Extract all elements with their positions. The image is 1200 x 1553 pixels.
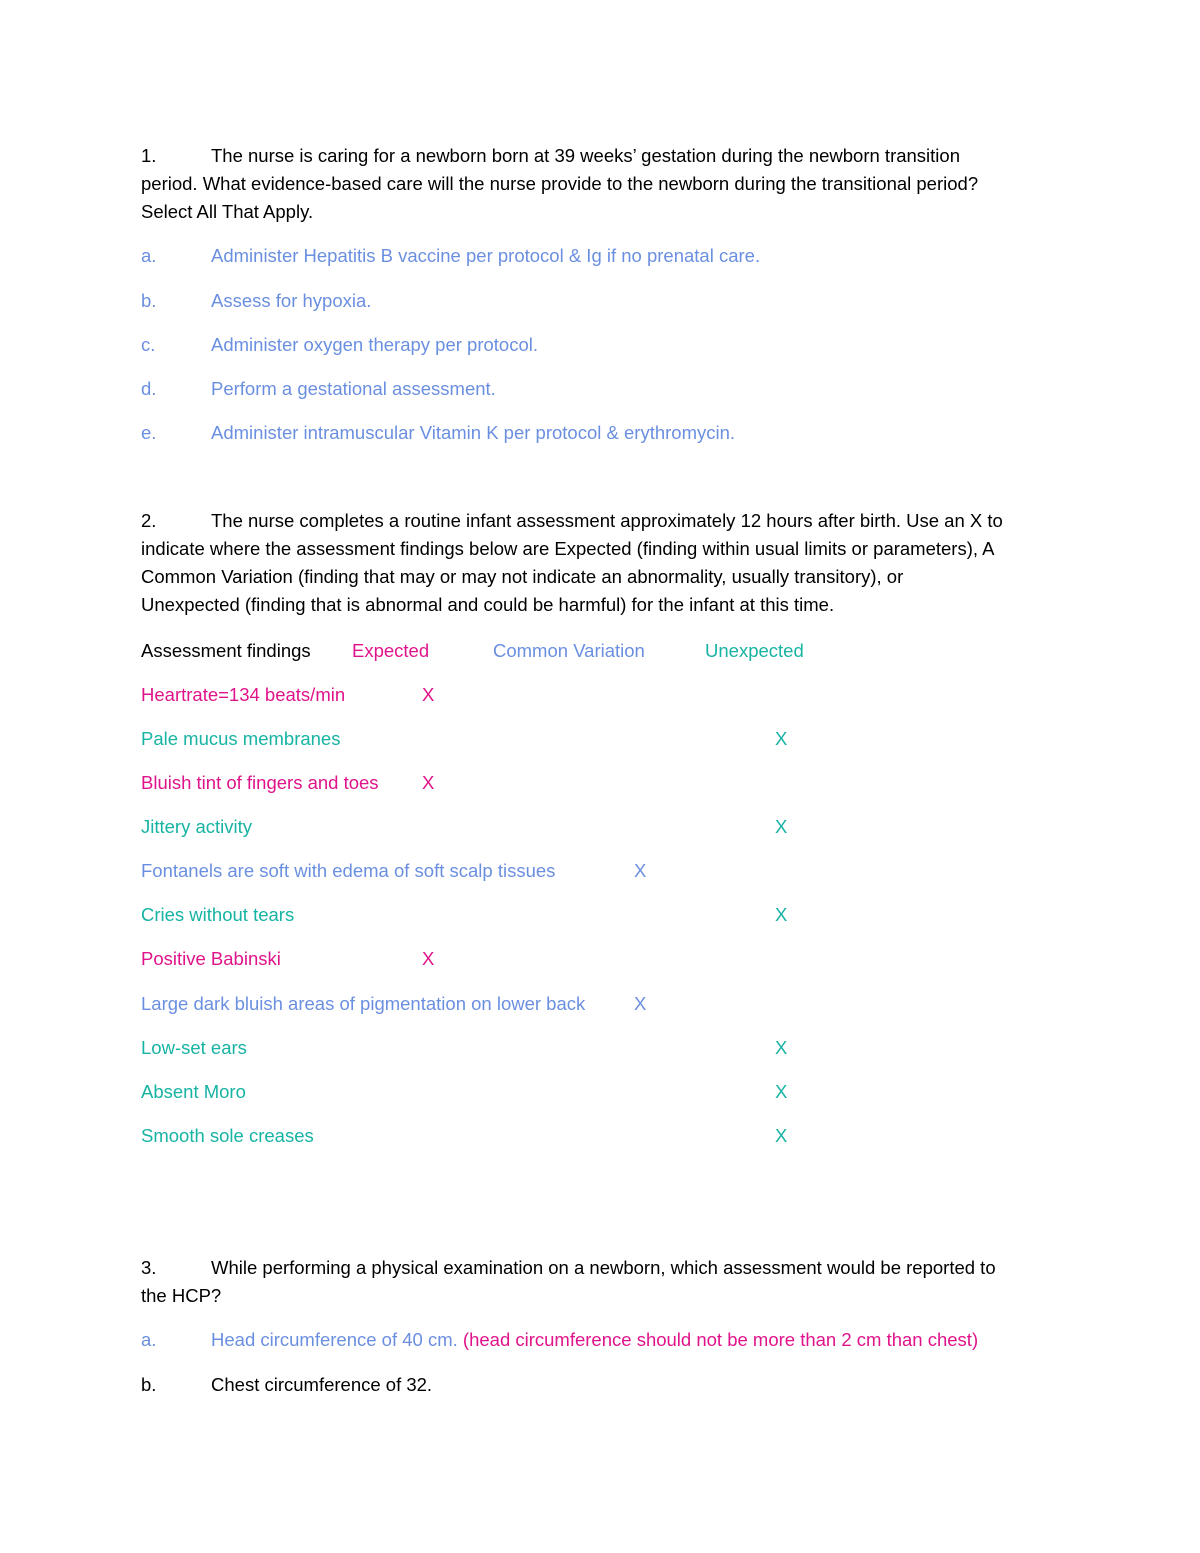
table-row-mark-unexpected: X [775,1081,788,1102]
table-row-finding: Absent Moro [141,1081,246,1102]
q1-text-line3: Select All That Apply. [141,201,314,222]
table-row-mark-expected: X [422,948,435,969]
q1-option-b-letter: b. [141,290,157,311]
q3-option-b-letter: b. [141,1374,157,1395]
table-header-common-variation: Common Variation [493,640,645,661]
table-row-mark-unexpected: X [775,816,788,837]
table-header-findings: Assessment findings [141,640,311,661]
q3-text-line1: While performing a physical examination on a newborn, which assessment would be reported to [211,1257,996,1278]
q3-option-a-note: (head circumference should not be more than 2 cm than chest) [462,1329,979,1350]
q3-number: 3. [141,1257,157,1278]
q1-option-c-letter: c. [141,334,156,355]
q3-option-a-letter: a. [141,1329,157,1350]
table-row-mark-common: X [634,860,647,881]
q1-number: 1. [141,145,157,166]
table-row-mark-expected: X [422,684,435,705]
table-row-finding: Pale mucus membranes [141,728,341,749]
table-row-finding: Fontanels are soft with edema of soft scalp tissues [141,860,556,881]
q2-text-line3: Common Variation (finding that may or may not indicate an abnormality, usually transitory), or [141,566,904,587]
q1-option-a-text: Administer Hepatitis B vaccine per protocol & Ig if no prenatal care. [211,245,761,266]
table-row-mark-expected: X [422,772,435,793]
q3-option-b-text: Chest circumference of 32. [211,1374,433,1395]
q1-option-d-text: Perform a gestational assessment. [211,378,496,399]
table-row-mark-unexpected: X [775,904,788,925]
q1-text-line2: period. What evidence-based care will the nurse provide to the newborn during the transitional period? [141,173,979,194]
table-row-mark-unexpected: X [775,1125,788,1146]
table-row-finding: Large dark bluish areas of pigmentation on lower back [141,993,586,1014]
q2-text-line2: indicate where the assessment findings below are Expected (finding within usual limits or parameters), A [141,538,995,559]
q3-option-a-content [211,1326,978,1354]
table-row-mark-unexpected: X [775,1037,788,1058]
table-row-finding: Cries without tears [141,904,295,925]
table-row-mark-common: X [634,993,647,1014]
table-row-finding: Heartrate=134 beats/min [141,684,346,705]
q1-option-d-letter: d. [141,378,157,399]
table-row-finding: Positive Babinski [141,948,281,969]
q1-option-c-text: Administer oxygen therapy per protocol. [211,334,539,355]
q2-text-line4: Unexpected (finding that is abnormal and could be harmful) for the infant at this time. [141,594,835,615]
q1-option-b-text: Assess for hypoxia. [211,290,372,311]
q2-number: 2. [141,510,157,531]
q1-option-e-letter: e. [141,422,157,443]
table-header-unexpected: Unexpected [705,640,804,661]
table-row-finding: Smooth sole creases [141,1125,314,1146]
q1-text-line1: The nurse is caring for a newborn born at 39 weeks’ gestation during the newborn transition [211,145,960,166]
table-row-mark-unexpected: X [775,728,788,749]
q1-option-e-text: Administer intramuscular Vitamin K per protocol & erythromycin. [211,422,736,443]
q1-option-a-letter: a. [141,245,157,266]
q3-text-line2: the HCP? [141,1285,222,1306]
table-row-finding: Bluish tint of fingers and toes [141,772,379,793]
q2-text-line1: The nurse completes a routine infant assessment approximately 12 hours after birth. Use an X to [211,510,1003,531]
table-row-finding: Jittery activity [141,816,253,837]
q3-option-a-text: Head circumference of 40 cm. [211,1329,458,1350]
table-header-expected: Expected [352,640,430,661]
table-row-finding: Low-set ears [141,1037,247,1058]
